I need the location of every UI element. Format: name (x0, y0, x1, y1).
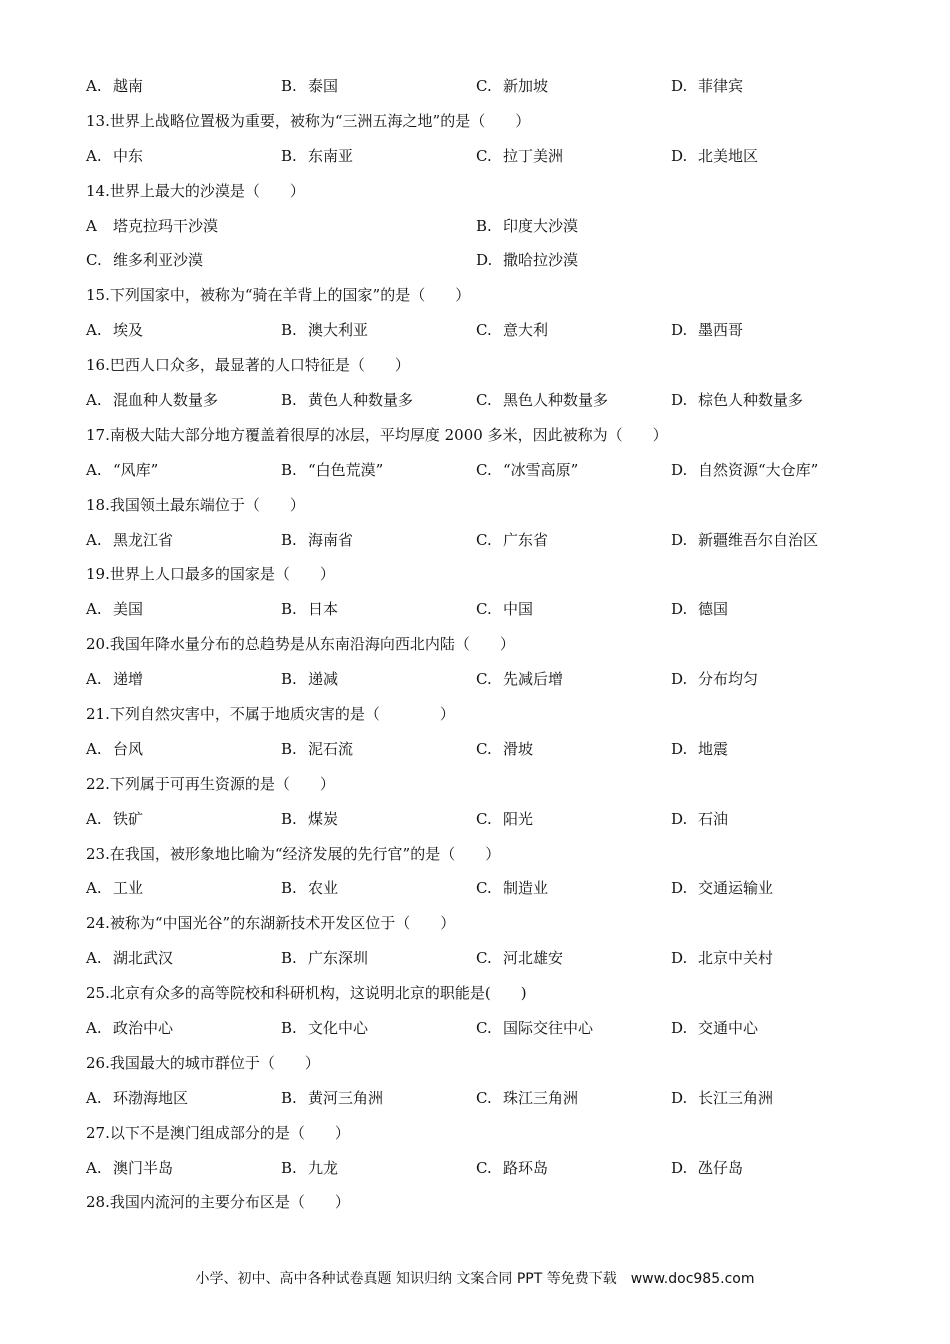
question-line (86, 173, 866, 208)
option-text: 维多利亚沙漠 (113, 251, 204, 270)
option-letter: C. (476, 390, 492, 409)
question-text: 27.以下不是澳门组成部分的是（ ） (86, 1123, 350, 1142)
options-line (86, 591, 866, 626)
option-text: 棕色人种数量多 (698, 390, 804, 409)
answer-option (671, 1157, 866, 1178)
option-letter: A. (86, 390, 102, 409)
options-line (86, 522, 866, 557)
option-letter: C. (476, 879, 492, 898)
option-text: 地震 (698, 739, 729, 758)
option-text: 意大利 (503, 321, 549, 340)
option-letter: C. (476, 809, 492, 828)
option-text: 黑龙江省 (113, 530, 174, 549)
answer-option (86, 389, 281, 410)
answer-option (671, 808, 866, 829)
answer-option (476, 249, 866, 270)
option-text: 铁矿 (113, 809, 144, 828)
options-line (86, 1150, 866, 1185)
answer-option (281, 389, 476, 410)
answer-option (671, 1017, 866, 1038)
answer-option (671, 459, 866, 480)
answer-option (86, 668, 281, 689)
option-text: 塔克拉玛干沙漠 (113, 216, 219, 235)
question-text: 19.世界上人口最多的国家是（ ） (86, 565, 335, 584)
option-text: 珠江三角洲 (503, 1088, 579, 1107)
option-text: 黄色人种数量多 (308, 390, 414, 409)
answer-option (671, 75, 866, 96)
option-text: 日本 (308, 600, 339, 619)
option-letter: B. (281, 600, 297, 619)
question-line (86, 277, 866, 312)
answer-option (86, 459, 281, 480)
answer-option (671, 529, 866, 550)
option-text: 中东 (113, 146, 144, 165)
option-letter: B. (281, 1088, 297, 1107)
option-letter: A. (86, 949, 102, 968)
option-letter: B. (281, 879, 297, 898)
answer-option (281, 668, 476, 689)
answer-option (476, 215, 866, 236)
answer-option (86, 249, 476, 270)
option-text: 黄河三角洲 (308, 1088, 384, 1107)
option-letter: D. (671, 1158, 688, 1177)
option-text: 阳光 (503, 809, 534, 828)
option-text: 工业 (113, 879, 144, 898)
option-letter: D. (671, 530, 688, 549)
option-text: 海南省 (308, 530, 354, 549)
option-letter: B. (281, 739, 297, 758)
answer-option (476, 738, 671, 759)
option-letter: C. (476, 460, 492, 479)
question-text: 13.世界上战略位置极为重要，被称为“三洲五海之地”的是（ ） (86, 111, 531, 130)
answer-option (476, 877, 671, 898)
question-text: 26.我国最大的城市群位于（ ） (86, 1053, 320, 1072)
question-line (86, 417, 866, 452)
option-text: 东南亚 (308, 146, 354, 165)
question-line (86, 103, 866, 138)
options-line (86, 1080, 866, 1115)
option-letter: A. (86, 321, 102, 340)
question-text: 16.巴西人口众多，最显著的人口特征是（ ） (86, 356, 410, 375)
question-line (86, 1115, 866, 1150)
option-letter: A. (86, 76, 102, 95)
option-text: 德国 (698, 600, 729, 619)
option-letter: D. (671, 809, 688, 828)
answer-option (86, 1017, 281, 1038)
option-text: 分布均匀 (698, 670, 759, 689)
option-text: “冰雪高原” (503, 460, 579, 479)
option-text: 滑坡 (503, 739, 534, 758)
option-text: 自然资源“大仓库” (698, 460, 819, 479)
option-letter: B. (281, 1158, 297, 1177)
option-text: 澳大利亚 (308, 321, 369, 340)
option-text: 印度大沙漠 (503, 216, 579, 235)
option-letter: D. (671, 146, 688, 165)
option-text: 递增 (113, 670, 144, 689)
question-line (86, 975, 866, 1010)
question-line (86, 696, 866, 731)
option-letter: D. (671, 1088, 688, 1107)
option-letter: A. (86, 1018, 102, 1037)
answer-option (476, 319, 671, 340)
option-letter: D. (671, 670, 688, 689)
answer-option (671, 145, 866, 166)
option-letter: C. (476, 1088, 492, 1107)
option-text: 煤炭 (308, 809, 339, 828)
options-line (86, 801, 866, 836)
answer-option (671, 319, 866, 340)
answer-option (476, 145, 671, 166)
option-text: 路环岛 (503, 1158, 549, 1177)
option-letter: B. (281, 321, 297, 340)
answer-option (671, 738, 866, 759)
option-letter: C. (476, 146, 492, 165)
option-text: 递减 (308, 670, 339, 689)
answer-option (476, 598, 671, 619)
options-line (86, 312, 866, 347)
option-letter: B. (281, 670, 297, 689)
question-line (86, 766, 866, 801)
option-letter: C. (476, 530, 492, 549)
answer-option (86, 75, 281, 96)
option-text: 新疆维吾尔自治区 (698, 530, 819, 549)
options-line (86, 382, 866, 417)
option-text: 政治中心 (113, 1018, 174, 1037)
answer-option (671, 877, 866, 898)
answer-option (281, 75, 476, 96)
question-line (86, 1185, 866, 1220)
answer-option (671, 389, 866, 410)
answer-option (86, 808, 281, 829)
option-text: 文化中心 (308, 1018, 369, 1037)
option-text: 黑色人种数量多 (503, 390, 609, 409)
option-text: 九龙 (308, 1158, 339, 1177)
option-letter: C. (476, 321, 492, 340)
option-text: 农业 (308, 879, 339, 898)
answer-option (86, 319, 281, 340)
option-letter: B. (281, 390, 297, 409)
answer-option (281, 145, 476, 166)
option-letter: D. (476, 251, 493, 270)
answer-option (281, 1157, 476, 1178)
question-text: 22.下列属于可再生资源的是（ ） (86, 774, 335, 793)
option-text: 新加坡 (503, 76, 549, 95)
option-text: 先减后增 (503, 670, 564, 689)
option-letter: B. (476, 216, 492, 235)
answer-option (671, 947, 866, 968)
answer-option (86, 1157, 281, 1178)
question-text: 25.北京有众多的高等院校和科研机构，这说明北京的职能是( ) (86, 984, 527, 1003)
option-letter: D. (671, 460, 688, 479)
question-line (86, 556, 866, 591)
option-letter: C. (476, 739, 492, 758)
answer-option (281, 319, 476, 340)
options-line (86, 242, 866, 277)
answer-option (671, 1087, 866, 1108)
option-text: 越南 (113, 76, 144, 95)
option-letter: C. (476, 949, 492, 968)
answer-option (86, 215, 476, 236)
option-letter: D. (671, 76, 688, 95)
option-text: 石油 (698, 809, 729, 828)
option-letter: A. (86, 1088, 102, 1107)
question-line (86, 347, 866, 382)
option-text: 泥石流 (308, 739, 354, 758)
option-letter: D. (671, 879, 688, 898)
option-text: 台风 (113, 739, 144, 758)
answer-option (476, 459, 671, 480)
answer-option (281, 598, 476, 619)
answer-option (281, 1087, 476, 1108)
option-letter: A. (86, 600, 102, 619)
option-text: 环渤海地区 (113, 1088, 189, 1107)
options-line (86, 661, 866, 696)
option-text: 北美地区 (698, 146, 759, 165)
option-text: 北京中关村 (698, 949, 774, 968)
question-text: 28.我国内流河的主要分布区是（ ） (86, 1193, 350, 1212)
option-letter: D. (671, 1018, 688, 1037)
answer-option (86, 1087, 281, 1108)
answer-option (476, 668, 671, 689)
option-letter: B. (281, 146, 297, 165)
option-text: 湖北武汉 (113, 949, 174, 968)
options-line (86, 731, 866, 766)
option-letter: C. (476, 1158, 492, 1177)
option-text: 氹仔岛 (698, 1158, 744, 1177)
question-text: 24.被称为“中国光谷”的东湖新技术开发区位于（ ） (86, 914, 456, 933)
option-text: 拉丁美洲 (503, 146, 564, 165)
answer-option (86, 738, 281, 759)
options-line (86, 1010, 866, 1045)
option-letter: C. (86, 251, 102, 270)
answer-option (476, 947, 671, 968)
option-text: 撒哈拉沙漠 (503, 251, 579, 270)
question-text: 20.我国年降水量分布的总趋势是从东南沿海向西北内陆（ ） (86, 635, 515, 654)
answer-option (86, 529, 281, 550)
option-letter: D. (671, 949, 688, 968)
question-text: 18.我国领土最东端位于（ ） (86, 495, 305, 514)
option-text: 混血种人数量多 (113, 390, 219, 409)
question-line (86, 836, 866, 871)
option-letter: B. (281, 809, 297, 828)
option-letter: B. (281, 530, 297, 549)
answer-option (281, 738, 476, 759)
option-letter: A. (86, 1158, 102, 1177)
option-letter: B. (281, 949, 297, 968)
option-letter: A. (86, 530, 102, 549)
option-text: 菲律宾 (698, 76, 744, 95)
option-text: 交通中心 (698, 1018, 759, 1037)
option-text: “风库” (113, 460, 159, 479)
answer-option (476, 808, 671, 829)
option-letter: A. (86, 739, 102, 758)
option-text: 美国 (113, 600, 144, 619)
answer-option (476, 1157, 671, 1178)
answer-option (476, 75, 671, 96)
option-text: 墨西哥 (698, 321, 744, 340)
question-text: 15.下列国家中，被称为“骑在羊背上的国家”的是（ ） (86, 286, 471, 305)
option-letter: B. (281, 1018, 297, 1037)
answer-option (476, 1087, 671, 1108)
option-letter: A (86, 216, 97, 235)
option-letter: A. (86, 670, 102, 689)
options-line (86, 452, 866, 487)
options-line (86, 68, 866, 103)
answer-option (281, 808, 476, 829)
option-letter: A. (86, 146, 102, 165)
option-text: 中国 (503, 600, 534, 619)
option-letter: C. (476, 76, 492, 95)
answer-option (476, 529, 671, 550)
options-line (86, 940, 866, 975)
option-letter: D. (671, 600, 688, 619)
answer-option (86, 947, 281, 968)
options-line (86, 870, 866, 905)
answer-option (476, 389, 671, 410)
answer-option (281, 947, 476, 968)
option-text: 埃及 (113, 321, 144, 340)
answer-option (671, 598, 866, 619)
option-text: 泰国 (308, 76, 339, 95)
option-text: 国际交往中心 (503, 1018, 594, 1037)
option-letter: A. (86, 460, 102, 479)
question-line (86, 905, 866, 940)
option-text: 广东省 (503, 530, 549, 549)
answer-option (86, 877, 281, 898)
question-line (86, 626, 866, 661)
answer-option (281, 529, 476, 550)
answer-option (86, 145, 281, 166)
option-letter: B. (281, 76, 297, 95)
option-letter: D. (671, 739, 688, 758)
answer-option (281, 1017, 476, 1038)
option-letter: A. (86, 809, 102, 828)
option-letter: D. (671, 390, 688, 409)
question-line (86, 487, 866, 522)
page-footer[interactable]: 小学、初中、高中各种试卷真题 知识归纳 文案合同 PPT 等免费下载 www.doc985.com (195, 1271, 755, 1287)
question-text: 17.南极大陆大部分地方覆盖着很厚的冰层，平均厚度 2000 多米，因此被称为（ ） (86, 425, 668, 444)
option-text: 广东深圳 (308, 949, 369, 968)
answer-option (281, 459, 476, 480)
answer-option (281, 877, 476, 898)
exam-content (86, 68, 866, 1219)
option-text: 交通运输业 (698, 879, 774, 898)
question-text: 14.世界上最大的沙漠是（ ） (86, 181, 305, 200)
options-line (86, 138, 866, 173)
question-text: 23.在我国，被形象地比喻为“经济发展的先行官”的是（ ） (86, 844, 501, 863)
option-letter: A. (86, 879, 102, 898)
answer-option (476, 1017, 671, 1038)
option-text: 澳门半岛 (113, 1158, 174, 1177)
option-text: 制造业 (503, 879, 549, 898)
option-text: 河北雄安 (503, 949, 564, 968)
option-text: 长江三角洲 (698, 1088, 774, 1107)
option-letter: C. (476, 600, 492, 619)
options-line (86, 208, 866, 243)
answer-option (86, 598, 281, 619)
option-letter: B. (281, 460, 297, 479)
question-line (86, 1045, 866, 1080)
option-text: “白色荒漠” (308, 460, 384, 479)
option-letter: C. (476, 670, 492, 689)
option-letter: D. (671, 321, 688, 340)
option-letter: C. (476, 1018, 492, 1037)
question-text: 21.下列自然灾害中，不属于地质灾害的是（ ） (86, 704, 455, 723)
answer-option (671, 668, 866, 689)
